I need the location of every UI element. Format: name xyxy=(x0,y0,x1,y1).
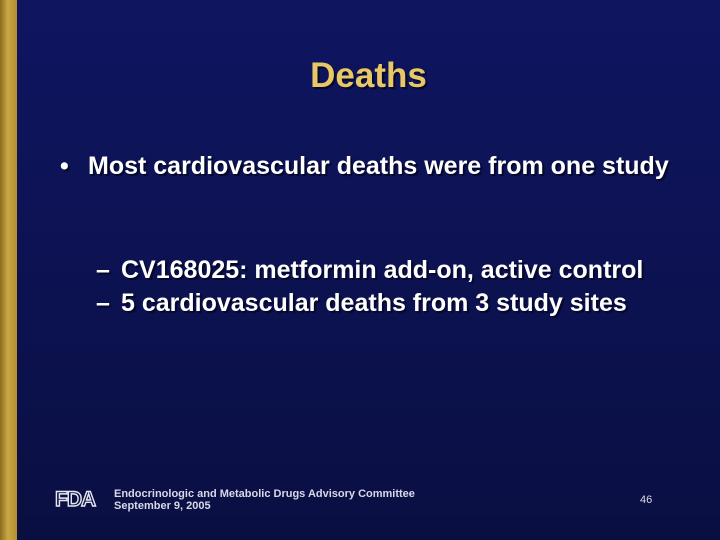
accent-bar xyxy=(0,0,17,540)
svg-text:FDA: FDA xyxy=(55,488,96,510)
sub-bullet-list xyxy=(96,254,656,320)
slide-title: Deaths xyxy=(310,56,427,95)
footer-text xyxy=(114,488,415,512)
sub-bullet-item xyxy=(96,254,656,287)
sub-bullet-item xyxy=(96,287,656,320)
sub-bullet-text: CV168025: metformin add-on, active control xyxy=(121,256,644,284)
footer-committee: Endocrinologic and Metabolic Drugs Advisory Committee xyxy=(114,488,415,500)
bullet-symbol: • xyxy=(60,152,69,180)
fda-logo-icon xyxy=(54,486,108,510)
bullet-item xyxy=(60,150,680,183)
footer-date: September 9, 2005 xyxy=(114,500,211,512)
sub-bullet-symbol: – xyxy=(96,256,110,284)
page-number: 46 xyxy=(640,494,653,506)
sub-bullet-symbol: – xyxy=(96,289,110,317)
bullet-text: Most cardiovascular deaths were from one study xyxy=(88,152,669,180)
sub-bullet-text: 5 cardiovascular deaths from 3 study sites xyxy=(121,289,627,317)
